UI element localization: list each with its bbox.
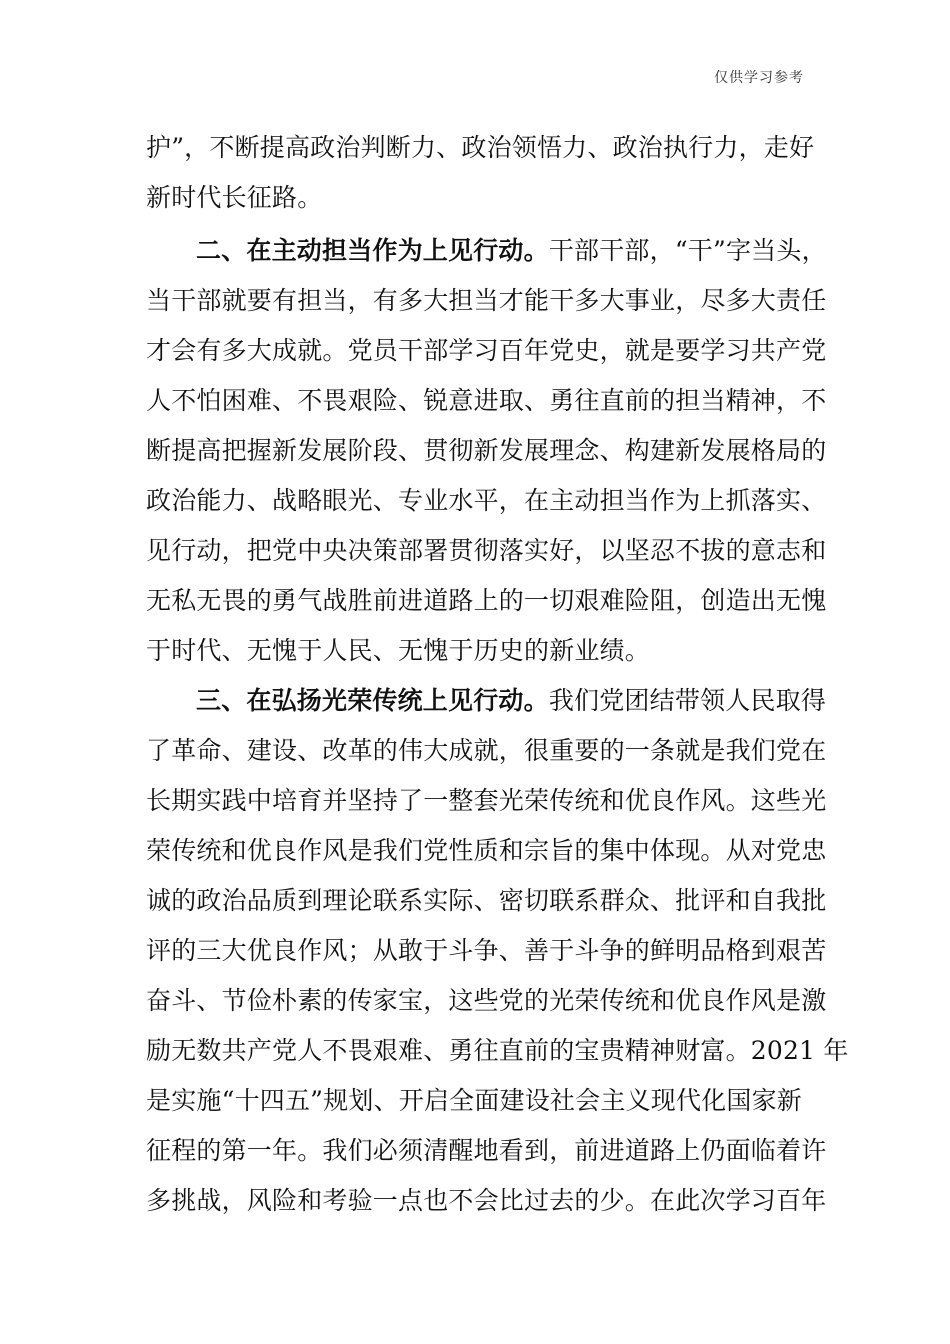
body-line: 评的三大优良作风；从敢于斗争、善于斗争的鲜明品格到艰苦 xyxy=(146,936,827,965)
body-line: 无私无畏的勇气战胜前进道路上的一切艰难险阻，创造出无愧 xyxy=(146,586,827,615)
header-note: 仅供学习参考 xyxy=(714,70,804,86)
section-two-first-line xyxy=(196,236,827,266)
section-heading-two: 二、在主动担当作为上见行动。 xyxy=(196,236,549,265)
body-line: 见行动，把党中央决策部署贯彻落实好，以坚忍不拔的意志和 xyxy=(146,536,827,565)
body-text: 干部干部，“干”字当头， xyxy=(548,236,827,265)
body-line: 于时代、无愧于人民、无愧于历史的新业绩。 xyxy=(146,636,651,665)
body-text: 我们党团结带领人民取得 xyxy=(548,686,827,715)
body-line: 人不怕困难、不畏艰险、锐意进取、勇往直前的担当精神，不 xyxy=(146,386,827,415)
body-line: 护”，不断提高政治判断力、政治领悟力、政治执行力，走好 xyxy=(146,133,815,162)
section-three-first-line xyxy=(196,686,826,716)
body-line: 奋斗、节俭朴素的传家宝，这些党的光荣传统和优良作风是激 xyxy=(146,986,827,1015)
body-line: 征程的第一年。我们必须清醒地看到，前进道路上仍面临着许 xyxy=(146,1136,827,1165)
body-line: 荣传统和优良作风是我们党性质和宗旨的集中体现。从对党忠 xyxy=(146,836,827,865)
body-line: 是实施“十四五”规划、开启全面建设社会主义现代化国家新 xyxy=(146,1086,802,1115)
body-line: 励无数共产党人不畏艰难、勇往直前的宝贵精神财富。2021 年 xyxy=(146,1036,849,1065)
body-line: 多挑战，风险和考验一点也不会比过去的少。在此次学习百年 xyxy=(146,1186,827,1215)
body-line: 长期实践中培育并坚持了一整套光荣传统和优良作风。这些光 xyxy=(146,786,827,815)
body-line: 断提高把握新发展阶段、贯彻新发展理念、构建新发展格局的 xyxy=(146,436,827,465)
body-line: 新时代长征路。 xyxy=(146,183,323,212)
body-line: 当干部就要有担当，有多大担当才能干多大事业，尽多大责任 xyxy=(146,286,827,315)
section-heading-three: 三、在弘扬光荣传统上见行动。 xyxy=(196,686,549,715)
body-line: 了革命、建设、改革的伟大成就，很重要的一条就是我们党在 xyxy=(146,736,827,765)
body-line: 政治能力、战略眼光、专业水平，在主动担当作为上抓落实、 xyxy=(146,486,827,515)
body-line: 诚的政治品质到理论联系实际、密切联系群众、批评和自我批 xyxy=(146,886,827,915)
body-line: 才会有多大成就。党员干部学习百年党史，就是要学习共产党 xyxy=(146,336,827,365)
